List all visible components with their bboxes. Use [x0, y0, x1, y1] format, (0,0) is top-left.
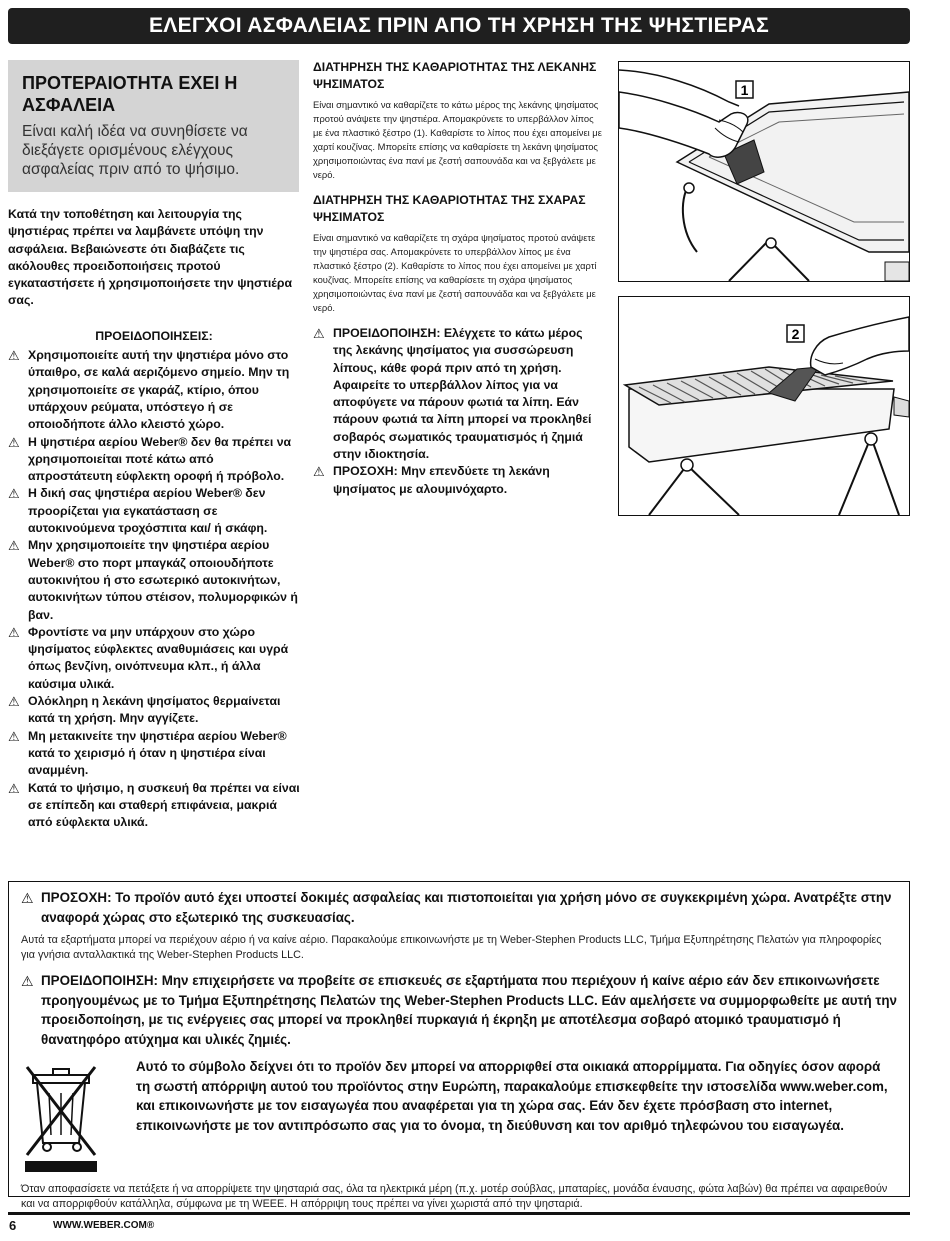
grease-warning: ⚠ ΠΡΟΕΙΔΟΠΟΙΗΣΗ: Ελέγχετε το κάτω μέρος της λεκάνης ψησίματος για συσσώρευση λίπους, κάθε φορά πριν από τη χρήση. Αφαιρείτε το υπερβάλλον λίπος για να αποφύγετε να πάρουν φωτιά τα λίπη. Εάν πάρουν φωτιά τα λίπη μπορεί να προκληθεί σοβαρός σωματικός τραυματισμός ή ζημιά στην ιδιοκτησία. — [313, 326, 592, 462]
left-column — [8, 206, 300, 831]
country-caution: ⚠ ΠΡΟΣΟΧΗ: Το προϊόν αυτό έχει υποστεί δοκιμές ασφαλείας και πιστοποιείται για χρήση μόνο σε συγκεκριμένη χώρα. Ανατρέξτε στην αναφορά χώρας στο εξωτερικό της συσκευασίας. — [21, 890, 892, 925]
grate-cleaning-title: ΔΙΑΤΗΡΗΣΗ ΤΗΣ ΚΑΘΑΡΙΟΤΗΤΑΣ ΤΗΣ ΣΧΑΡΑΣ ΨΗΣΙΜΑΤΟΣ — [313, 193, 586, 224]
warning-triangle-icon: ⚠ — [8, 728, 20, 744]
grate-cleaning-text: Είναι σημαντικό να καθαρίζετε τη σχάρα ψησίματος προτού ανάψετε την ψηστιέρα σας. Απομακρύνετε το υπερβάλλον λίπος με ένα πλαστικό ξέστρο (2). Καθαρίστε το λίπος που έχει απομείνει με χαρτί κουζίνας. Μπορείτε επίσης να καθαρίσετε τη σχάρα ψησίματος χρησιμοποιώντας ένα πανί με ζεστή σαπουνάδα και να ξεβγάλετε με νερό. — [313, 232, 597, 313]
warning-item: ⚠ Μη μετακινείτε την ψηστιέρα αερίου Weber® κατά το χειρισμό ή όταν η ψηστιέρα είναι αναμμένη. — [8, 728, 287, 778]
figure-2-label: 2 — [791, 326, 800, 342]
grate-illustration — [619, 297, 909, 515]
figure-grate-cleaning — [618, 296, 910, 516]
warning-triangle-icon: ⚠ — [21, 973, 34, 989]
warning-triangle-icon: ⚠ — [8, 694, 20, 710]
figure-1-label: 1 — [740, 82, 749, 98]
disposal-note: Όταν αποφασίσετε να πετάξετε ή να απορρίψετε την ψησταριά σας, όλα τα ηλεκτρικά μέρη (π.χ. μοτέρ σούβλας, μπαταρίες, μονάδα έναυσης, φώτα λαβών) θα πρέπει να αφαιρεθούν και να απορριφθούν κατάλληλα, σύμφωνα με τη WEEE. Η απόρριψη τους πρέπει να γίνει χωριστά από την ψησταριά. — [21, 1183, 888, 1210]
repair-warning: ⚠ ΠΡΟΕΙΔΟΠΟΙΗΣΗ: Μην επιχειρήσετε να προβείτε σε επισκευές σε εξαρτήματα που περιέχουν ή καίνε αέριο εάν δεν επικοινωνήσετε προηγουμένως με το Τμήμα Εξυπηρέτησης Πελατών της Weber-Stephen Products LLC. Εάν αμελήσετε να συμμορφωθείτε με αυτή την προειδοποίηση, με τις ενέργειες σας μπορεί να προκληθεί πυρκαγιά ή έκρηξη με αποτέλεσμα σοβαρό ατομικό τραυματισμό ή θανατηφόρο ατύχημα και υλικές ζημιές. — [21, 973, 897, 1047]
parts-note: Αυτά τα εξαρτήματα μπορεί να περιέχουν αέριο ή να καίνε αέριο. Παρακαλούμε επικοινωνήστε με τη Weber-Stephen Products LLC, Τμήμα Εξυπηρέτησης Πελατών για πληροφορίες για γνήσια ανταλλακτικά της Weber-Stephen Products LLC. — [21, 934, 882, 961]
warning-triangle-icon: ⚠ — [313, 464, 325, 480]
warning-triangle-icon: ⚠ — [21, 890, 34, 906]
warning-triangle-icon: ⚠ — [8, 624, 20, 640]
page-title-bar — [8, 8, 910, 44]
page-title: ΕΛΕΓΧΟΙ ΑΣΦΑΛΕΙΑΣ ΠΡΙΝ ΑΠΟ ΤΗ ΧΡΗΣΗ ΤΗΣ ΨΗΣΤΙΕΡΑΣ — [148, 14, 770, 37]
warning-item: ⚠ Η ψηστιέρα αερίου Weber® δεν θα πρέπει να χρησιμοποιείται ποτέ κάτω από απροστάτευτη εύφλεκτη οροφή ή πρόβολο. — [8, 434, 292, 484]
warnings-heading: ΠΡΟΕΙΔΟΠΟΙΗΣΕΙΣ: — [95, 328, 213, 343]
warning-triangle-icon: ⚠ — [313, 326, 325, 341]
weee-section — [21, 1057, 897, 1178]
basin-cleaning-title: ΔΙΑΤΗΡΗΣΗ ΤΗΣ ΚΑΘΑΡΙΟΤΗΤΑΣ ΤΗΣ ΛΕΚΑΝΗΣ ΨΗΣΙΜΑΤΟΣ — [313, 60, 597, 91]
foil-caution: ⚠ ΠΡΟΣΟΧΗ: Μην επενδύετε τη λεκάνη ψησίματος με αλουμινόχαρτο. — [313, 464, 550, 496]
warning-triangle-icon: ⚠ — [8, 780, 20, 796]
warning-triangle-icon: ⚠ — [8, 538, 20, 554]
warning-item: ⚠ Φροντίστε να μην υπάρχουν στο χώρο ψησίματος εύφλεκτες αναθυμιάσεις και υγρά όπως βενζίνη, οινόπνευμα κλπ., ή άλλα καύσιμα υλικά. — [8, 624, 289, 691]
priority-title: ΠΡΟΤΕΡΑΙΟΤΗΤΑ ΕΧΕΙ Η ΑΣΦΑΛΕΙΑ — [22, 73, 238, 115]
warning-item: ⚠ Χρησιμοποιείτε αυτή την ψηστιέρα μόνο στο ύπαιθρο, σε καλά αεριζόμενο σημείο. Μην τη χρησιμοποιείτε σε γκαράζ, κτίριο, όπου υπάρχουν ρεύματα, υπόστεγο ή σε οποιοδήποτε άλλο κλειστό χώρο. — [8, 348, 290, 432]
priority-text: Είναι καλή ιδέα να συνηθίσετε να διεξάγετε ορισμένους ελέγχους ασφαλείας πριν από το ψήσιμο. — [22, 123, 248, 178]
warning-triangle-icon: ⚠ — [8, 434, 20, 450]
intro-paragraph: Κατά την τοποθέτηση και λειτουργία της ψηστιέρας πρέπει να λαμβάνετε υπόψη την ασφάλεια. Βεβαιώνεστε ότι διαβάζετε τις ακόλουθες προειδοποιήσεις προτού εγκαταστήσετε ή χρησιμοποιήσετε την ψηστιέρα σας. — [8, 207, 292, 308]
warning-triangle-icon: ⚠ — [8, 348, 20, 364]
warnings-list — [8, 347, 300, 831]
basin-illustration — [619, 62, 909, 281]
bottom-notice-box — [8, 881, 910, 1210]
footer-divider — [8, 1212, 910, 1215]
crossed-out-wheelie-bin-icon — [21, 1057, 131, 1178]
warning-item: ⚠ Κατά το ψήσιμο, η συσκευή θα πρέπει να είναι σε επίπεδη και σταθερή επιφάνεια, μακριά από εύφλεκτα υλικά. — [8, 780, 300, 830]
warning-item: ⚠ Η δική σας ψηστιέρα αερίου Weber® δεν προορίζεται για εγκατάσταση σε αυτοκινούμενα τροχόσπιτα και/ ή σκάφη. — [8, 486, 268, 536]
warning-triangle-icon: ⚠ — [8, 486, 20, 502]
warning-item: ⚠ Ολόκληρη η λεκάνη ψησίματος θερμαίνεται κατά τη χρήση. Μην αγγίζετε. — [8, 694, 281, 726]
basin-cleaning-text: Είναι σημαντικό να καθαρίζετε το κάτω μέρος της λεκάνης ψησίματος προτού ανάψετε την ψηστιέρα. Απομακρύνετε το υπερβάλλον λίπος με ένα πλαστικό ξέστρο (1). Καθαρίστε το λίπος που έχει απομείνει με χαρτί κουζίνας. Μπορείτε επίσης να καθαρίσετε τη λεκάνη ψησίματος χρησιμοποιώντας ένα πανί με ζεστή σαπουνάδα και να ξεβγάλετε με νερό. — [313, 99, 602, 180]
website-link[interactable]: WWW.WEBER.COM® — [53, 1220, 155, 1231]
weee-text: Αυτό το σύμβολο δείχνει ότι το προϊόν δεν μπορεί να απορριφθεί στα οικιακά απορρίμματα. Για οδηγίες όσον αφορά τη σωστή απόρριψη αυτού του προϊόντος στην Ευρώπη, παρακαλούμε επισκεφθείτε την ιστοσελίδα www.weber.com, και επικοινωνήστε με τον εισαγωγέα που αναφέρεται για τη χώρα σας. Εάν δεν έχετε πρόσβαση στο internet, επικοινωνήστε με τον αντιπρόσωπο σας για το όνομα, τη διεύθυνση και τον αριθμό τηλεφώνου του εισαγωγέα. — [136, 1059, 888, 1133]
warning-item: ⚠ Μην χρησιμοποιείτε την ψηστιέρα αερίου Weber® στο πορτ μπαγκάζ οποιουδήποτε αυτοκινήτου ή στο εσωτερικό αυτοκινήτων, αυτοκινήτων τύπου στέισον, πολυμορφικών ή βαν. — [8, 538, 298, 622]
middle-column — [313, 59, 603, 498]
figure-basin-cleaning — [618, 61, 910, 282]
page-number: 6 — [9, 1218, 17, 1233]
safety-priority-box — [8, 60, 299, 192]
